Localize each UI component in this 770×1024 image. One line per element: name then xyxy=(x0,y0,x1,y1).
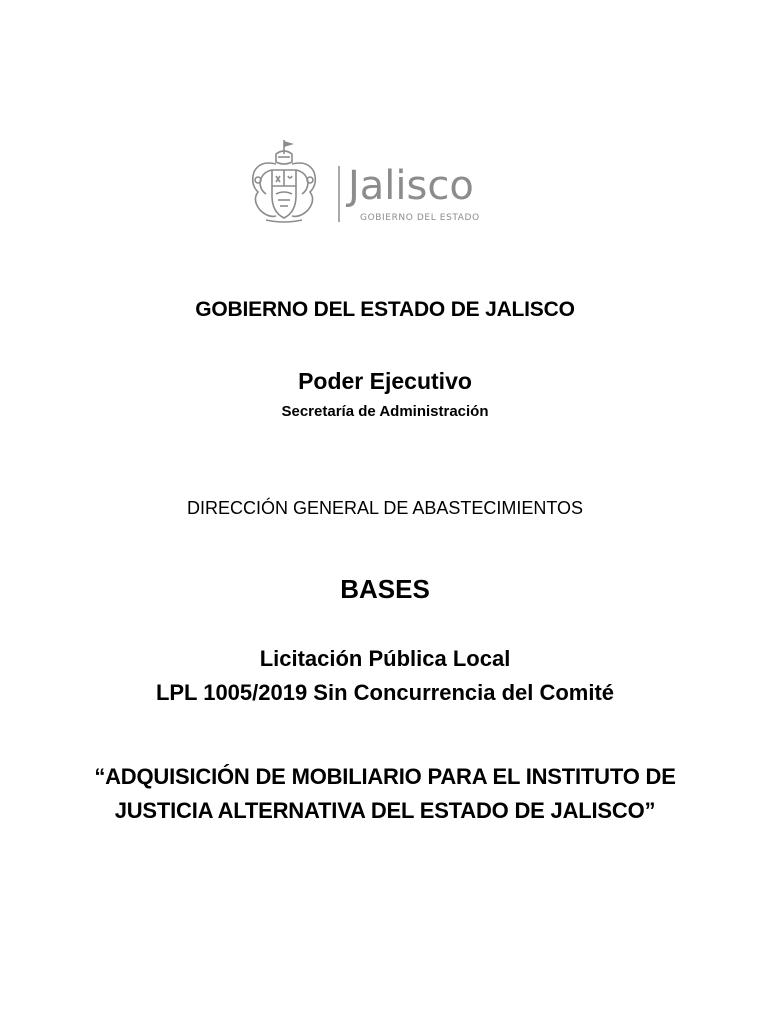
government-heading: GOBIERNO DEL ESTADO DE JALISCO xyxy=(195,298,575,321)
coat-of-arms-icon xyxy=(253,140,316,222)
secretariat-subheading: Secretaría de Administración xyxy=(281,403,489,420)
document-title-line-2: JUSTICIA ALTERNATIVA DEL ESTADO DE JALISCO” xyxy=(114,798,656,823)
jalisco-government-logo xyxy=(246,136,516,226)
tender-type: Licitación Pública Local xyxy=(259,646,511,671)
logo-wordmark: Jalisco xyxy=(348,163,474,209)
logo-tagline: GOBIERNO DEL ESTADO xyxy=(360,213,480,223)
tender-number: LPL 1005/2019 Sin Concurrencia del Comité xyxy=(155,680,615,705)
direction-heading: DIRECCIÓN GENERAL DE ABASTECIMIENTOS xyxy=(186,498,584,518)
branch-heading: Poder Ejecutivo xyxy=(298,368,472,394)
document-heading: BASES xyxy=(340,574,430,604)
document-title-line-1: “ADQUISICIÓN DE MOBILIARIO PARA EL INSTITUTO DE xyxy=(94,764,676,789)
